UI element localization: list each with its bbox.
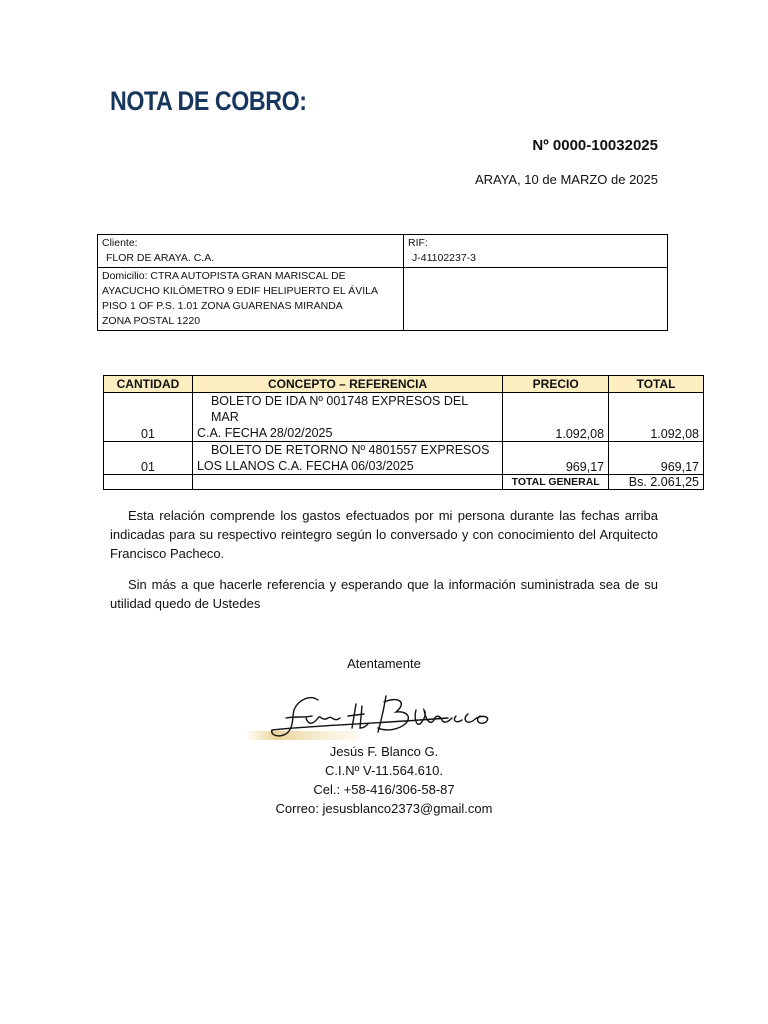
address-line: Domicilio: CTRA AUTOPISTA GRAN MARISCAL DE bbox=[102, 270, 346, 282]
row-quantity: 01 bbox=[104, 393, 193, 442]
rif-value: J-41102237-3 bbox=[412, 252, 477, 264]
handwritten-signature bbox=[248, 688, 510, 744]
address-cell bbox=[98, 268, 404, 331]
address-line: AYACUCHO KILÓMETRO 9 EDIF HELIPUERTO EL ÁVILA bbox=[102, 285, 378, 297]
document-number: Nº 0000-10032025 bbox=[532, 137, 658, 154]
signer-name: Jesús F. Blanco G. bbox=[329, 744, 439, 759]
paragraph-2-text: Sin más a que hacerle referencia y esperando que la información suministrada sea de su utilidad quedo de Ustedes bbox=[110, 577, 658, 611]
header-concept: CONCEPTO – REFERENCIA bbox=[192, 376, 502, 393]
table-row bbox=[104, 442, 704, 475]
client-label: Cliente: bbox=[102, 237, 138, 249]
client-name: FLOR DE ARAYA. C.A. bbox=[106, 252, 215, 264]
table-row bbox=[104, 393, 704, 442]
row-concept bbox=[192, 393, 502, 442]
items-table bbox=[103, 375, 704, 490]
total-label: TOTAL GENERAL bbox=[503, 475, 609, 490]
document-title: NOTA DE COBRO: bbox=[110, 86, 307, 116]
client-info-table bbox=[97, 234, 668, 331]
place-date: ARAYA, 10 de MARZO de 2025 bbox=[474, 172, 658, 187]
client-cell bbox=[98, 235, 404, 268]
total-row bbox=[104, 475, 704, 490]
concept-line: BOLETO DE RETORNO Nº 4801557 EXPRESOS bbox=[210, 443, 490, 457]
rif-cell bbox=[404, 235, 668, 268]
paragraph-1-text: Esta relación comprende los gastos efectuados por mi persona durante las fechas arriba indicadas para su respectivo reintegro según lo conversado y con conocimiento del Arquitecto Francisco Pacheco. bbox=[110, 508, 658, 561]
signature-contact-block bbox=[0, 742, 768, 818]
rif-label: RIF: bbox=[408, 237, 428, 249]
paragraph-expenses bbox=[110, 506, 658, 563]
row-total: 969,17 bbox=[609, 442, 704, 475]
signer-phone: Cel.: +58-416/306-58-87 bbox=[313, 782, 455, 797]
header-quantity: CANTIDAD bbox=[104, 376, 193, 393]
address-line: PISO 1 OF P.S. 1.01 ZONA GUARENAS MIRANDA bbox=[102, 300, 343, 312]
concept-line: C.A. FECHA 28/02/2025 bbox=[196, 426, 333, 440]
header-total: TOTAL bbox=[609, 376, 704, 393]
paragraph-closing bbox=[110, 575, 658, 613]
header-price: PRECIO bbox=[503, 376, 609, 393]
row-price: 969,17 bbox=[503, 442, 609, 475]
address-empty-cell bbox=[404, 268, 668, 331]
row-quantity: 01 bbox=[104, 442, 193, 475]
total-empty-cell bbox=[192, 475, 502, 490]
address-line: ZONA POSTAL 1220 bbox=[102, 315, 201, 327]
concept-line: BOLETO DE IDA Nº 001748 EXPRESOS DEL MAR bbox=[210, 394, 468, 424]
signer-email: Correo: jesusblanco2373@gmail.com bbox=[275, 801, 493, 816]
concept-line: LOS LLANOS C.A. FECHA 06/03/2025 bbox=[196, 459, 414, 473]
items-header-row bbox=[104, 376, 704, 393]
total-empty-cell bbox=[104, 475, 193, 490]
row-price: 1.092,08 bbox=[503, 393, 609, 442]
row-total: 1.092,08 bbox=[609, 393, 704, 442]
row-concept bbox=[192, 442, 502, 475]
total-value: Bs. 2.061,25 bbox=[609, 475, 704, 490]
salutation: Atentamente bbox=[347, 656, 421, 671]
signer-id: C.I.Nº V-11.564.610. bbox=[325, 763, 443, 778]
